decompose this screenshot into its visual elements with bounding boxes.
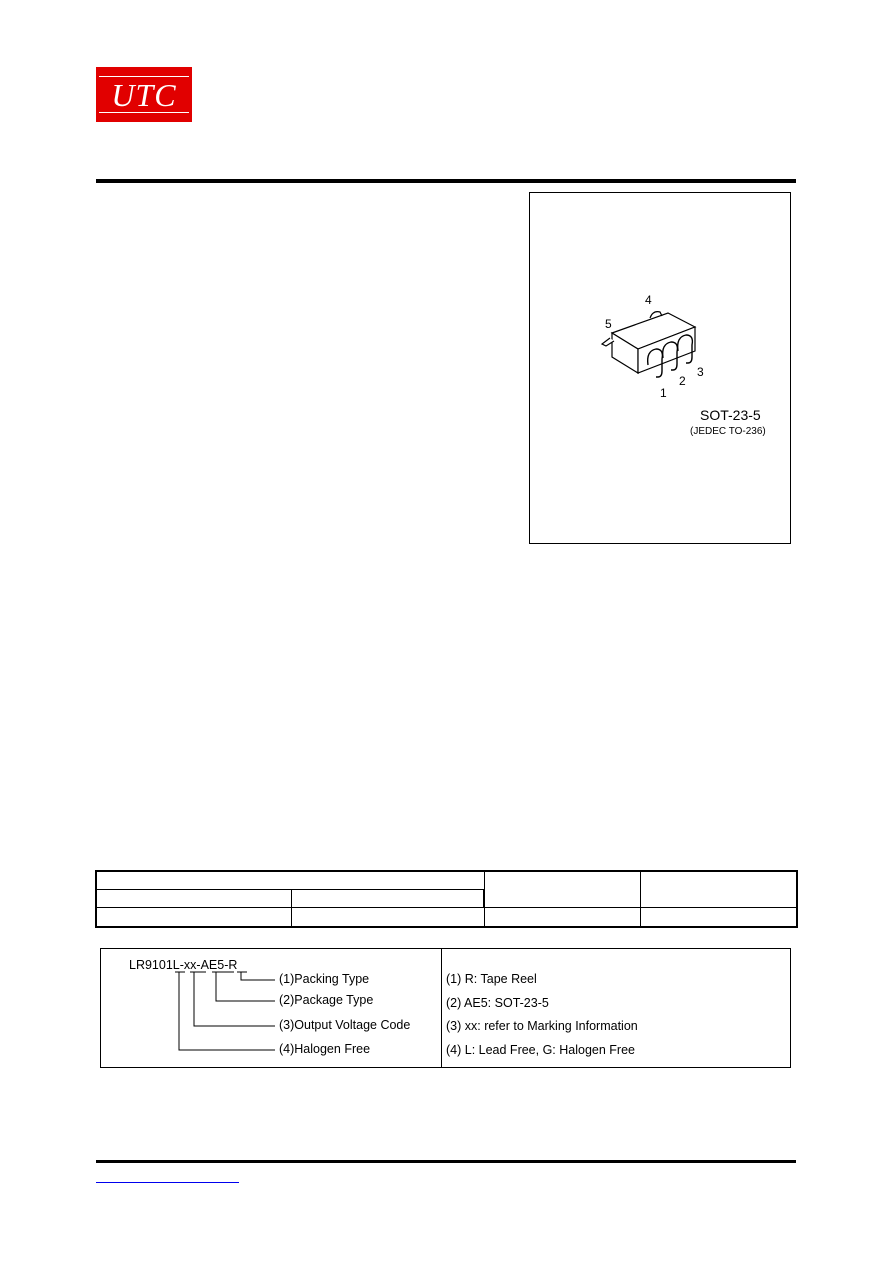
table-cell — [96, 890, 291, 908]
package-jedec: (JEDEC TO-236) — [690, 426, 766, 437]
table-cell — [484, 871, 640, 908]
table-cell — [640, 908, 797, 928]
halogen-free-desc: (4) L: Lead Free, G: Halogen Free — [446, 1043, 635, 1057]
pin-label-2: 2 — [679, 374, 686, 388]
output-voltage-desc: (3) xx: refer to Marking Information — [446, 1019, 638, 1033]
output-voltage-code-label: (3)Output Voltage Code — [279, 1018, 411, 1032]
pin-label-4: 4 — [645, 293, 652, 307]
packing-type-desc: (1) R: Tape Reel — [446, 972, 537, 986]
table-cell — [640, 871, 797, 908]
table-cell — [484, 908, 640, 928]
package-type-desc: (2) AE5: SOT-23-5 — [446, 996, 549, 1010]
footer-rule — [96, 1160, 796, 1163]
part-number-divider — [441, 949, 442, 1067]
part-number-box — [100, 948, 791, 1068]
utc-logo — [96, 67, 192, 122]
ordering-table — [95, 870, 798, 928]
part-number-leaders — [101, 949, 441, 1067]
package-type-label: (2)Package Type — [279, 993, 374, 1007]
part-number-code: LR9101L-xx-AE5-R — [129, 958, 238, 972]
halogen-free-label: (4)Halogen Free — [279, 1042, 371, 1056]
header-rule — [96, 179, 796, 183]
sot23-5-drawing — [530, 193, 792, 545]
table-cell — [96, 908, 291, 928]
table-cell — [291, 890, 484, 908]
pin-label-1: 1 — [660, 386, 667, 400]
logo-text: UTC — [111, 76, 177, 113]
package-name: SOT-23-5 — [700, 407, 761, 423]
table-cell — [291, 908, 484, 928]
table-cell — [96, 871, 484, 890]
pin-label-3: 3 — [697, 365, 704, 379]
logo-frame — [99, 76, 189, 113]
packing-type-label: (1)Packing Type — [279, 972, 370, 986]
table-row — [96, 908, 797, 928]
table-row — [96, 871, 797, 890]
pin-label-5: 5 — [605, 317, 612, 331]
footer-link[interactable] — [96, 1169, 239, 1183]
package-figure — [529, 192, 791, 544]
